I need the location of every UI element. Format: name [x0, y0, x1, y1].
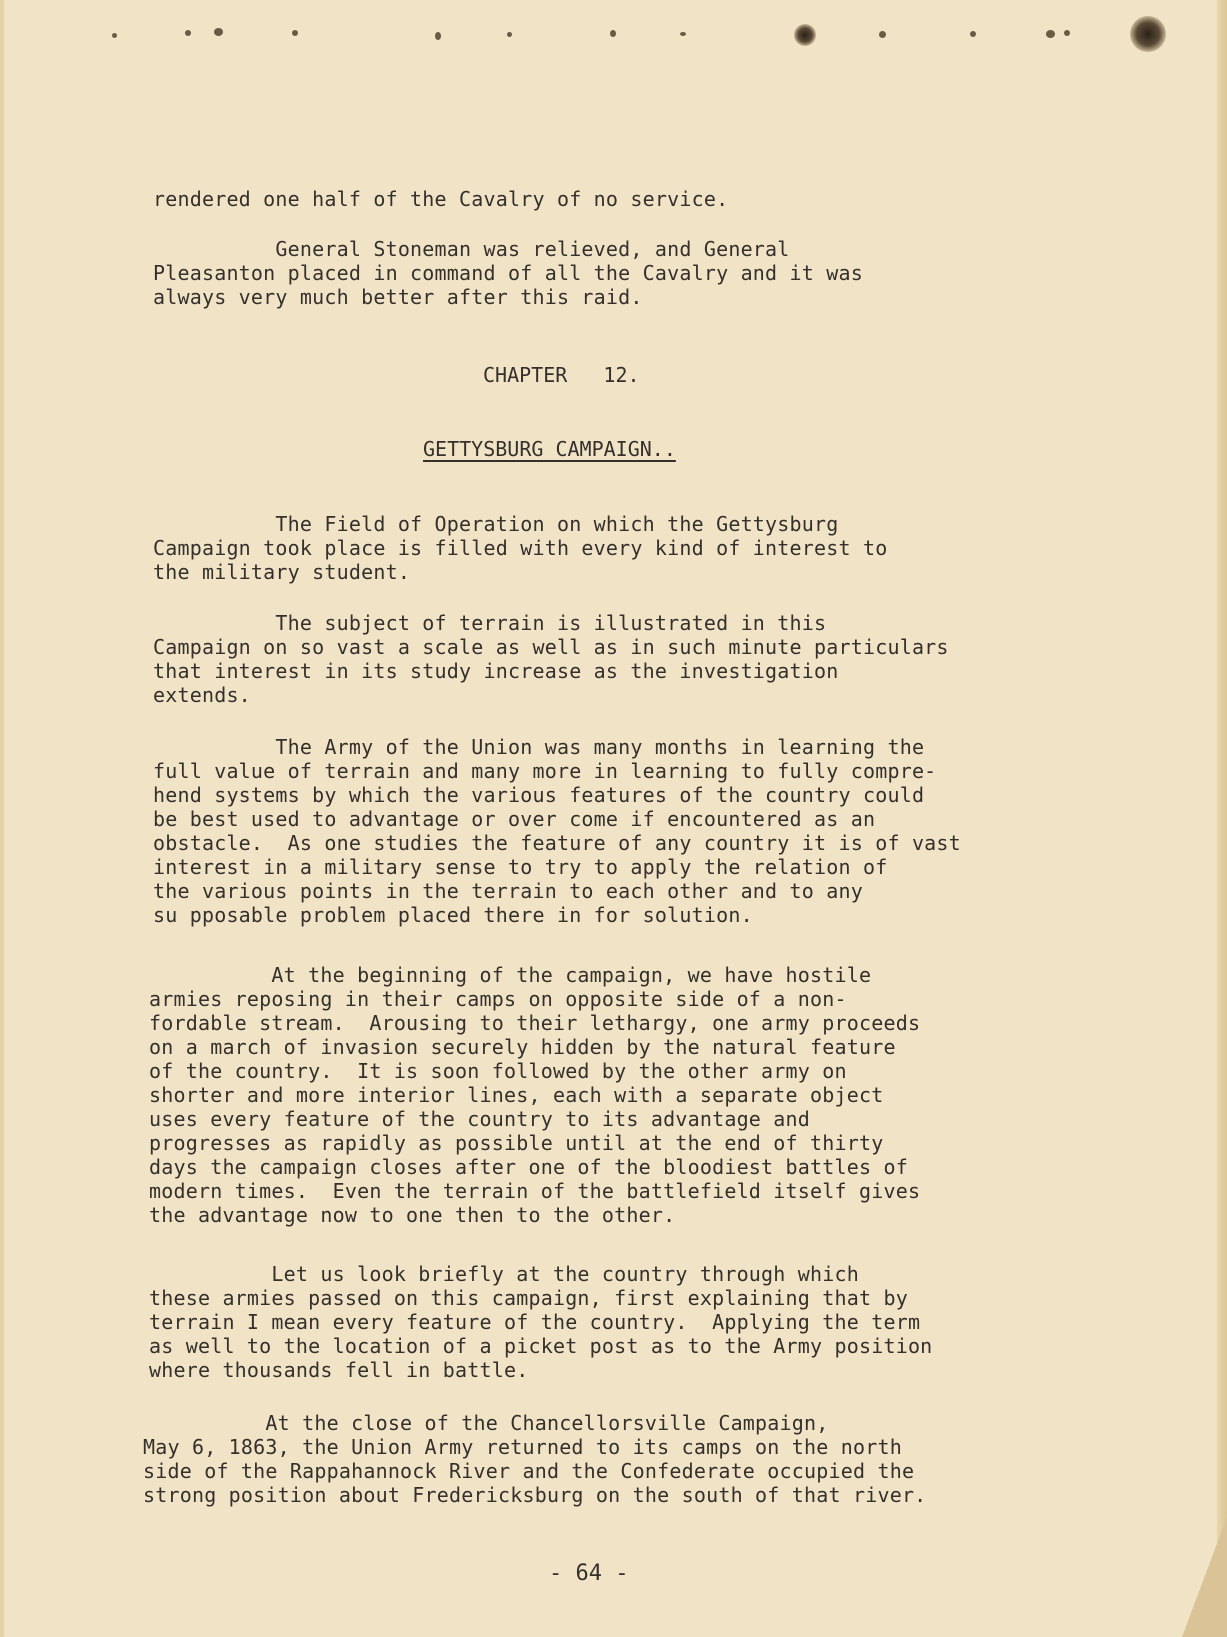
punch-hole [435, 32, 441, 40]
punch-hole [214, 28, 223, 36]
page-left-edge [0, 0, 4, 1637]
paragraph: The Army of the Union was many months in learning the full value of terrain and many more in learning to fully compre- hend systems by which the various features of the country could be best used to advantage or over come if encountered as an obstacle. As one studies the feature of any country it is of vast interest in a military sense to try to apply the relation of the various points in the terrain to each other and to any su pposable problem placed there in for solution. [153, 735, 961, 927]
stoneman-paragraph: General Stoneman was relieved, and General Pleasanton placed in command of all the Cavalry and it was always very much better after this raid. [153, 237, 863, 309]
punch-hole [292, 30, 298, 36]
opening-line: rendered one half of the Cavalry of no service. [153, 187, 729, 211]
paragraph: At the close of the Chancellorsville Campaign, May 6, 1863, the Union Army returned to its camps on the north side of the Rappahannock River and the Confederate occupied the strong position about Fredericksburg on the south of that river. [143, 1411, 927, 1507]
punch-hole [794, 24, 816, 46]
punch-hole [507, 32, 512, 37]
punch-hole [970, 31, 976, 37]
punch-hole [112, 33, 117, 38]
corner-fold [1182, 1517, 1227, 1637]
page-number: - 64 - [549, 1561, 629, 1586]
paragraph: At the beginning of the campaign, we have hostile armies reposing in their camps on opposite side of a non- fordable stream. Arousing to their lethargy, one army proceeds on a march of invasion securely hidden by the natural feature of the country. It is soon followed by the other army on shorter and more interior lines, each with a separate object uses every feature of the country to its advantage and progresses as rapidly as possible until at the end of thirty days the campaign closes after one of the bloodiest battles of modern times. Even the terrain of the battlefield itself gives the advantage now to one then to the other. [149, 963, 921, 1227]
chapter-title: CHAPTER 12. [483, 363, 640, 387]
page-right-edge [1217, 0, 1227, 1637]
paragraph: The subject of terrain is illustrated in this Campaign on so vast a scale as well as in such minute particulars that interest in its study increase as the investigation extends. [153, 611, 949, 707]
punch-hole [879, 31, 886, 38]
punch-hole [1130, 16, 1166, 52]
punch-hole [680, 32, 686, 36]
punch-hole [1064, 30, 1070, 36]
punch-hole [610, 30, 616, 37]
section-title: GETTYSBURG CAMPAIGN.. [423, 437, 676, 461]
paragraph: The Field of Operation on which the Gettysburg Campaign took place is filled with every kind of interest to the military student. [153, 512, 888, 584]
punch-hole [1046, 30, 1055, 38]
paragraph: Let us look briefly at the country through which these armies passed on this campaign, first explaining that by terrain I mean every feature of the country. Applying the term as well to the location of a picket post as to the Army position where thousands fell in battle. [149, 1262, 933, 1382]
punch-hole [185, 30, 191, 36]
